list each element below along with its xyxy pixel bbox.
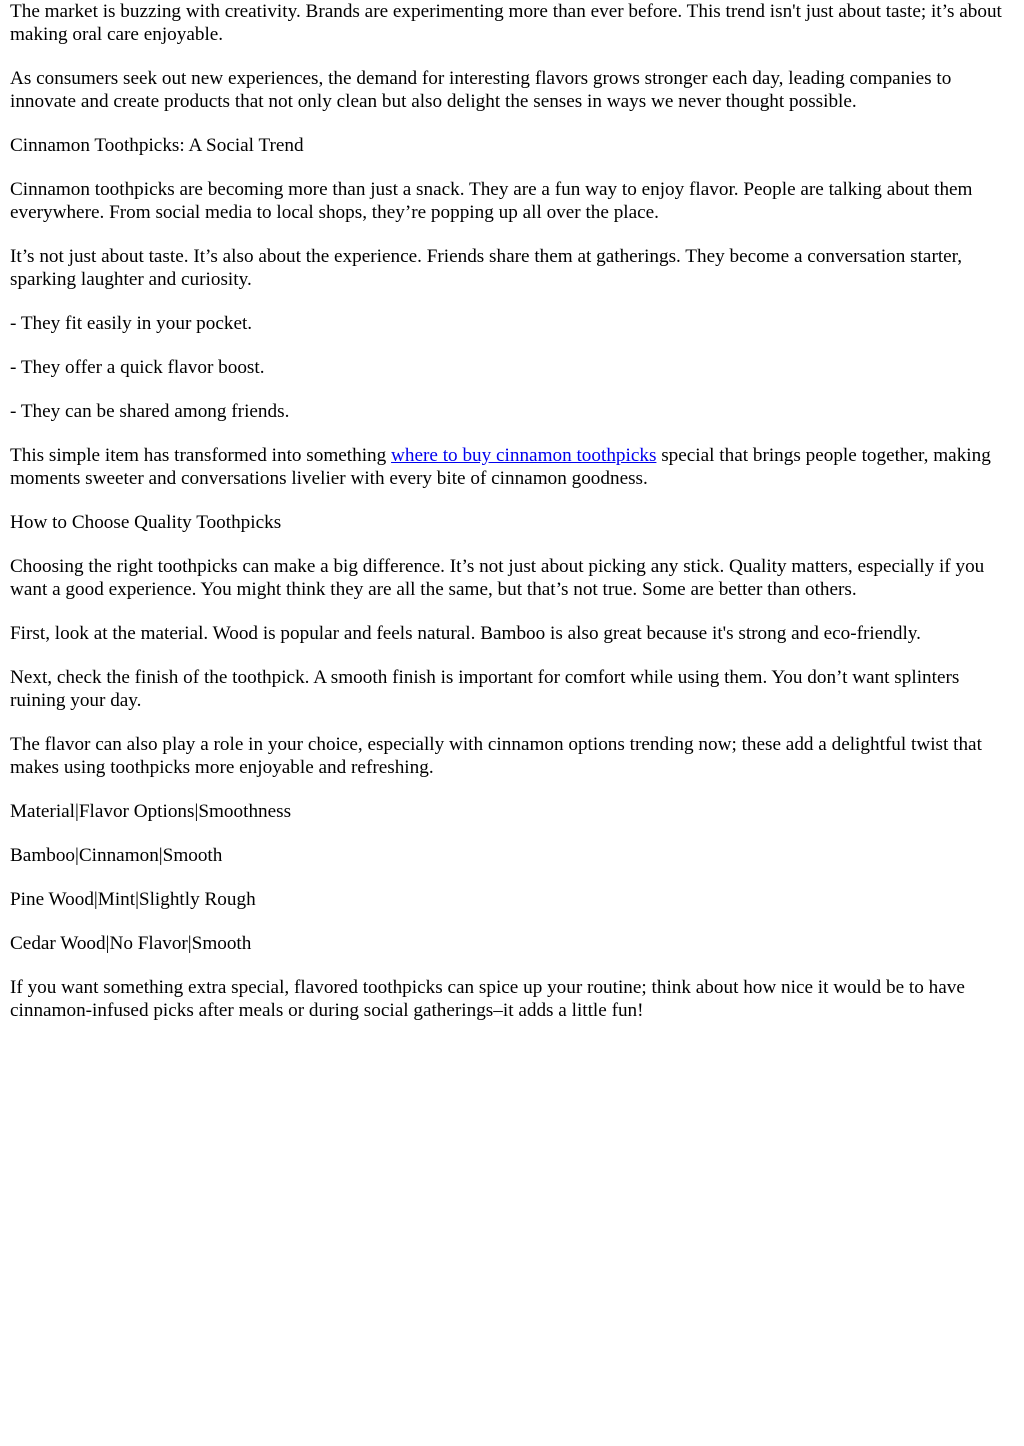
choosing-paragraph: Choosing the right toothpicks can make a big difference. It’s not just about picking any stick. Quality matters, especially if you want a good experience. You might think they are all the same, but that’s not true. Some are better than others.	[10, 556, 985, 600]
transformation-text-after: special that brings people together, making moments sweeter and conversations livelier with every bite of cinnamon goodness.	[10, 445, 991, 489]
section-heading-quality: How to Choose Quality Toothpicks	[10, 512, 282, 533]
material-paragraph: First, look at the material. Wood is popular and feels natural. Bamboo is also great because it's strong and eco-friendly.	[10, 623, 921, 644]
bullet-item: - They fit easily in your pocket.	[10, 313, 253, 334]
table-row: Bamboo|Cinnamon|Smooth	[10, 845, 223, 866]
buy-cinnamon-toothpicks-link[interactable]: where to buy cinnamon toothpicks	[391, 445, 657, 466]
bullet-item: - They can be shared among friends.	[10, 401, 290, 422]
intro-paragraph: The market is buzzing with creativity. Brands are experimenting more than ever before. This trend isn't just about taste; it’s about making oral care enjoyable.	[10, 1, 1002, 45]
table-row: Material|Flavor Options|Smoothness	[10, 801, 292, 822]
finish-paragraph: Next, check the finish of the toothpick. A smooth finish is important for comfort while using them. You don’t want splinters ruining your day.	[10, 667, 960, 711]
experience-paragraph: It’s not just about taste. It’s also about the experience. Friends share them at gatherings. They become a conversation starter, sparking laughter and curiosity.	[10, 246, 963, 290]
transformation-text-before: This simple item has transformed into something	[10, 445, 392, 466]
social-trend-paragraph: Cinnamon toothpicks are becoming more than just a snack. They are a fun way to enjoy flavor. People are talking about them everywhere. From social media to local shops, they’re popping up all over the place.	[10, 179, 973, 223]
flavor-paragraph: The flavor can also play a role in your choice, especially with cinnamon options trending now; these add a delightful twist that makes using toothpicks more enjoyable and refreshing.	[10, 734, 982, 778]
section-heading-social-trend: Cinnamon Toothpicks: A Social Trend	[10, 135, 304, 156]
table-row: Cedar Wood|No Flavor|Smooth	[10, 933, 252, 954]
bullet-item: - They offer a quick flavor boost.	[10, 357, 265, 378]
table-row: Pine Wood|Mint|Slightly Rough	[10, 889, 256, 910]
closing-paragraph: If you want something extra special, flavored toothpicks can spice up your routine; think about how nice it would be to have cinnamon-infused picks after meals or during social gatherings–it adds a little fun!	[10, 977, 965, 1021]
consumer-demand-paragraph: As consumers seek out new experiences, the demand for interesting flavors grows stronger each day, leading companies to innovate and create products that not only clean but also delight the senses in ways we never thought possible.	[10, 68, 952, 112]
transformation-paragraph	[10, 444, 1014, 490]
